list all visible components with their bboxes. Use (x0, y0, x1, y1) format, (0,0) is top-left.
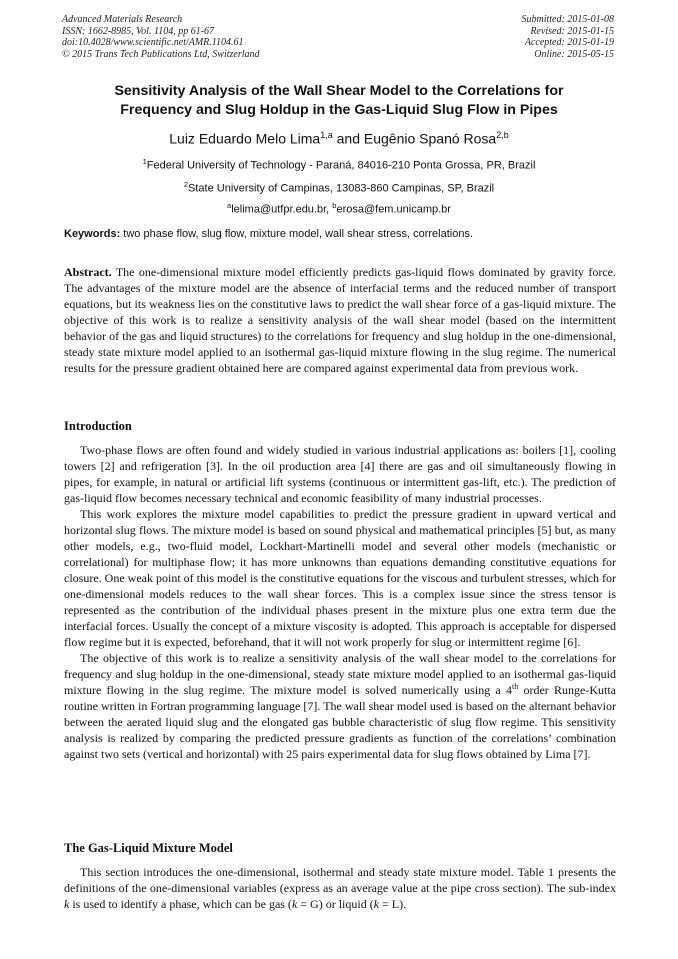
paper-title (62, 82, 616, 120)
paragraph (64, 650, 616, 762)
math-variable: k (373, 897, 380, 911)
keywords-text: two phase flow, slug flow, mixture model, wall shear stress, correlations. (120, 228, 474, 240)
journal-info (62, 14, 260, 60)
abstract-text: The one-dimensional mixture model efficiently predicts gas-liquid flows dominated by gravity force. The advantages of the mixture model are the absence of interfacial terms and the reduced number of transport equations, but its weakness lies on the constitutive laws to predict the wall shear force of a gas-liquid mixture. The objective of this work is to realize a sensitivity analysis of the wall shear model (based on the intermittent behavior of the gas and liquid structures) to the correlations for frequency and slug holdup in the one-dimensional, steady state mixture model applied to an isothermal gas-liquid mixture flowing in the slug regime. The numerical results for the pressure gradient obtained here are compared against experimental data from previous work. (64, 265, 616, 375)
online-date: Online: 2015-05-15 (534, 48, 614, 60)
section-heading: The Gas-Liquid Mixture Model (64, 841, 233, 855)
paragraph-text: The objective of this work is to realize a sensitivity analysis of the wall shear model to the correlations for frequency and slug holdup in the one-dimensional, steady state mixture model applied to an isothermal gas-liquid mixture flowing in the slug regime. The mixture model is solved numerically using a 4 (64, 651, 616, 697)
paragraph-text: This section introduces the one-dimensional, isothermal and steady state mixture model. Table 1 presents the definitions of the one-dimensional variables (express as an average value at the pipe cross section). The sub-index (64, 865, 616, 895)
math-variable: k (64, 897, 70, 911)
affiliation-text: State University of Campinas, 13083-860 Campinas, SP, Brazil (188, 182, 495, 195)
issn-volume: ISSN: 1662-8985, Vol. 1104, pp 61-67 (62, 25, 215, 37)
abstract-label: Abstract. (64, 265, 112, 279)
affiliation-mark: 1 (142, 157, 147, 166)
accepted-date: Accepted: 2015-01-19 (524, 37, 614, 48)
author-conjunction: and (332, 130, 364, 147)
email-mark: a (227, 201, 232, 210)
author-name: Eugênio Spanó Rosa (363, 130, 497, 147)
journal-header (62, 14, 614, 64)
author-affiliation-mark: 2,b (496, 130, 509, 140)
affiliation (62, 178, 616, 196)
paragraph: This work explores the mixture model capabilities to predict the pressure gradient in upward vertical and horizontal slug flows. The mixture model is based on sound physical and mathematical principles [5] but, as many other models, e.g., two-fluid model, Lockhart-Martinelli model and several other models (mechanistic or correlational) for multiphase flow; it has more unknowns than equations demanding constitutive equations for closure. One weak point of this model is the constitutive equations for the viscous and turbulent stresses, which for one-dimensional models reduces to the wall shear forces. This is a complex issue since the stress tensor is represented as the contribution of the individual phases present in the mixture plus one extra term due the interfacial forces. Usually the concept of a mixture viscosity is adopted. This approach is acceptable for dispersed flow regime but it is expected, beforehand, that it will not work properly for slug or intermittent regime [6]. (64, 507, 616, 649)
paragraph-text: = L). (379, 897, 407, 911)
title-line: Sensitivity Analysis of the Wall Shear Model to the Correlations for (114, 83, 564, 99)
author-list (62, 126, 616, 148)
math-variable: k (291, 897, 298, 911)
paragraph (64, 864, 616, 912)
email-address: lelima@utfpr.edu.br, (231, 203, 333, 216)
paragraph-text: order Runge-Kutta routine written in Fortran programming language [7]. The wall shear model used is based on the alternant behavior between the aerated liquid slug and the elongated gas bubble characteristic of slug flow regime. This sensitivity analysis is realized by comparing the predicted pressure gradients as function of the correlations’ combination against two sets (vertical and horizontal) with 25 pairs experimental data for slug flows obtained by Lima [7]. (64, 683, 616, 761)
author-emails (62, 199, 616, 217)
paragraph-text: is used to identify a phase, which can be gas ( (69, 897, 292, 911)
author-affiliation-mark: 1,a (320, 130, 333, 140)
keywords-label: Keywords: (64, 228, 121, 240)
affiliation (62, 155, 616, 173)
submitted-date: Submitted: 2015-01-08 (521, 14, 614, 25)
revised-date: Revised: 2015-01-15 (530, 25, 614, 37)
submission-dates (522, 14, 615, 60)
affiliation-mark: 2 (183, 180, 189, 189)
ordinal-suffix: th (511, 682, 519, 691)
abstract (64, 264, 616, 376)
paragraph: Two-phase flows are often found and widely studied in various industrial applications as: boilers [1], cooling towers [2] and refrigeration [3]. In the oil production area [4] there are gas and oil simultaneously flowing in pipes, for example, in natural or artificial lift systems (continuous or intermittent gas-lift, etc.). The prediction of gas-liquid flow becomes necessary technical and economic feasibility of many industrial processes. (64, 443, 616, 505)
journal-name: Advanced Materials Research (62, 14, 183, 25)
doi: doi:10.4028/www.scientific.net/AMR.1104.61 (62, 37, 244, 48)
affiliation-text: Federal University of Technology - Paraná, 84016-210 Ponta Grossa, PR, Brazil (146, 159, 536, 172)
title-line: Frequency and Slug Holdup in the Gas-Liquid Slug Flow in Pipes (120, 102, 558, 118)
copyright: © 2015 Trans Tech Publications Ltd, Switzerland (62, 48, 260, 60)
keywords (64, 227, 616, 241)
paragraph-text: = G) or liquid ( (297, 897, 374, 911)
model-section-body (64, 864, 616, 912)
email-address: erosa@fem.unicamp.br (336, 203, 451, 216)
email-mark: b (332, 201, 337, 210)
introduction-body (64, 442, 616, 762)
section-heading: Introduction (64, 419, 132, 433)
author-name: Luiz Eduardo Melo Lima (169, 130, 321, 147)
